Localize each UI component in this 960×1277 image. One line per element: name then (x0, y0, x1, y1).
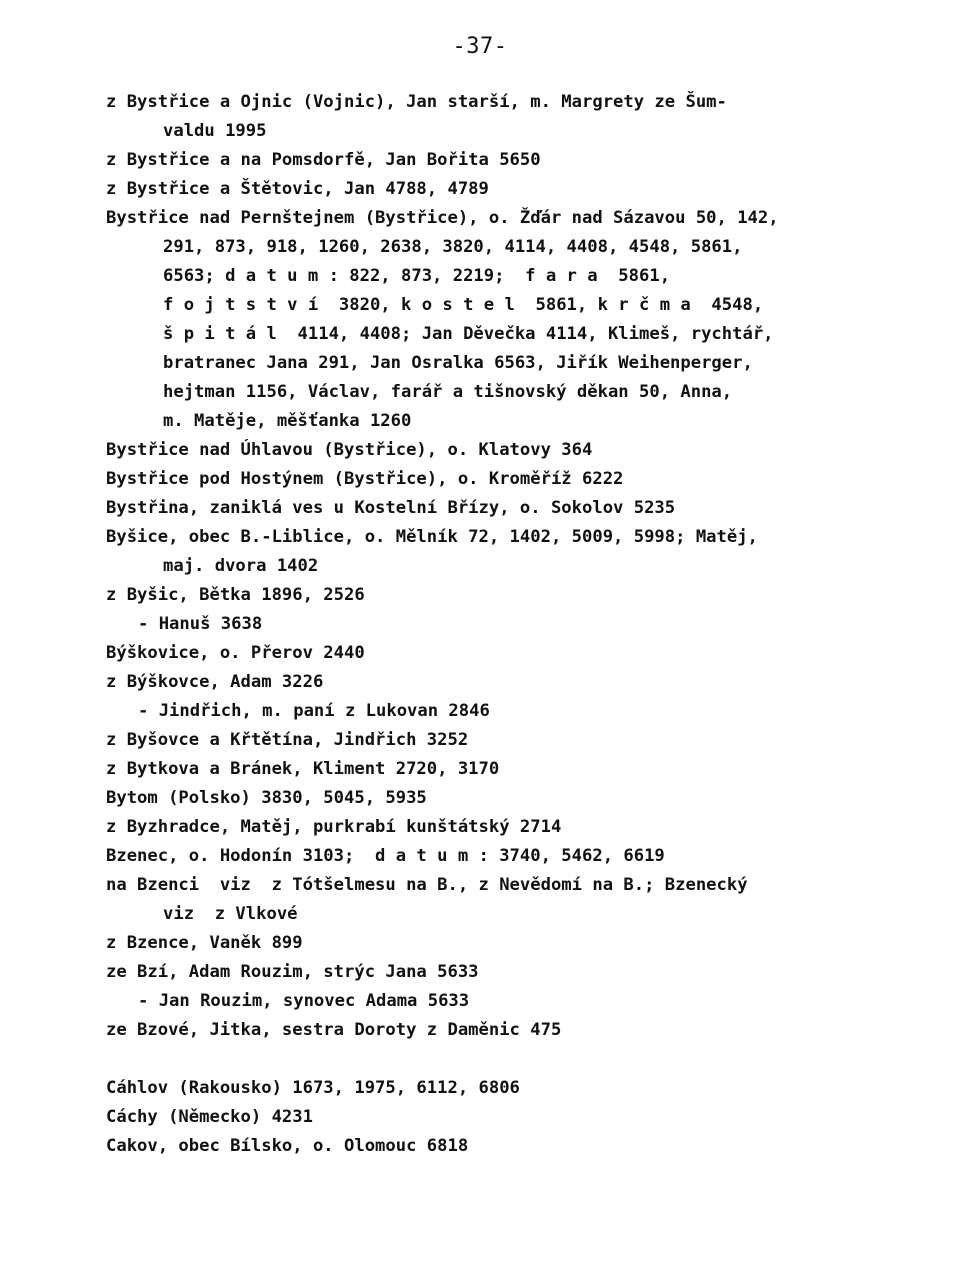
index-entry-continuation: š p i t á l 4114, 4408; Jan Děvečka 4114, Klimeš, rychtář, (163, 324, 774, 344)
index-entry-continuation: m. Matěje, měšťanka 1260 (163, 411, 412, 431)
index-entry-continuation: valdu 1995 (163, 121, 267, 141)
index-section-c (106, 1074, 866, 1161)
index-entry: ze Bzové, Jitka, sestra Doroty z Daměnic 475 (106, 1020, 562, 1040)
index-entry: z Byšic, Bětka 1896, 2526 (106, 585, 365, 605)
index-entry: z Byšovce a Křtětína, Jindřich 3252 (106, 730, 469, 750)
index-subentry: - Hanuš 3638 (138, 614, 263, 634)
index-entry: Cáhlov (Rakousko) 1673, 1975, 6112, 6806 (106, 1078, 520, 1098)
index-entry: Byšice, obec B.-Liblice, o. Mělník 72, 1402, 5009, 5998; Matěj, (106, 527, 758, 547)
index-entry: Bystřice nad Úhlavou (Bystřice), o. Klatovy 364 (106, 440, 593, 460)
index-entry: z Bytkova a Bránek, Kliment 2720, 3170 (106, 759, 500, 779)
index-entry: Býškovice, o. Přerov 2440 (106, 643, 365, 663)
index-entry: z Bystřice a Ojnic (Vojnic), Jan starší, m. Margrety ze Šum- (106, 92, 727, 112)
index-entry: na Bzenci viz z Tótšelmesu na B., z Nevědomí na B.; Bzenecký (106, 875, 748, 895)
index-entry-continuation: f o j t s t v í 3820, k o s t e l 5861, k r č m a 4548, (163, 295, 764, 315)
index-entry: z Byzhradce, Matěj, purkrabí kunštátský 2714 (106, 817, 562, 837)
index-entry: z Bzence, Vaněk 899 (106, 933, 303, 953)
index-entry: Bytom (Polsko) 3830, 5045, 5935 (106, 788, 427, 808)
section-gap (106, 1045, 866, 1074)
index-entry: z Býškovce, Adam 3226 (106, 672, 324, 692)
index-subentry: - Jan Rouzim, synovec Adama 5633 (138, 991, 470, 1011)
index-entry: Cáchy (Německo) 4231 (106, 1107, 313, 1127)
index-entry-continuation: maj. dvora 1402 (163, 556, 319, 576)
index-entry: Bystřice pod Hostýnem (Bystřice), o. Kroměříž 6222 (106, 469, 624, 489)
index-entry-continuation: bratranec Jana 291, Jan Osralka 6563, Jiřík Weihenperger, (163, 353, 753, 373)
index-section-b (106, 88, 866, 1045)
index-entry: Cakov, obec Bílsko, o. Olomouc 6818 (106, 1136, 469, 1156)
index-entry: Bystřice nad Pernštejnem (Bystřice), o. Žďár nad Sázavou 50, 142, (106, 208, 779, 228)
index-entry-continuation: 6563; d a t u m : 822, 873, 2219; f a r a 5861, (163, 266, 671, 286)
index-entry: ze Bzí, Adam Rouzim, strýc Jana 5633 (106, 962, 479, 982)
index-entry-continuation: 291, 873, 918, 1260, 2638, 3820, 4114, 4408, 4548, 5861, (163, 237, 743, 257)
index-entry: Bystřina, zaniklá ves u Kostelní Břízy, o. Sokolov 5235 (106, 498, 676, 518)
index-entry-continuation: hejtman 1156, Václav, farář a tišnovský děkan 50, Anna, (163, 382, 733, 402)
page-number: -37- (452, 34, 508, 59)
index-list (106, 88, 866, 1161)
index-entry: z Bystřice a na Pomsdorfě, Jan Bořita 5650 (106, 150, 541, 170)
index-entry: Bzenec, o. Hodonín 3103; d a t u m : 3740, 5462, 6619 (106, 846, 665, 866)
index-subentry: - Jindřich, m. paní z Lukovan 2846 (138, 701, 490, 721)
index-entry-continuation: viz z Vlkové (163, 904, 298, 924)
index-entry: z Bystřice a Štětovic, Jan 4788, 4789 (106, 179, 489, 199)
